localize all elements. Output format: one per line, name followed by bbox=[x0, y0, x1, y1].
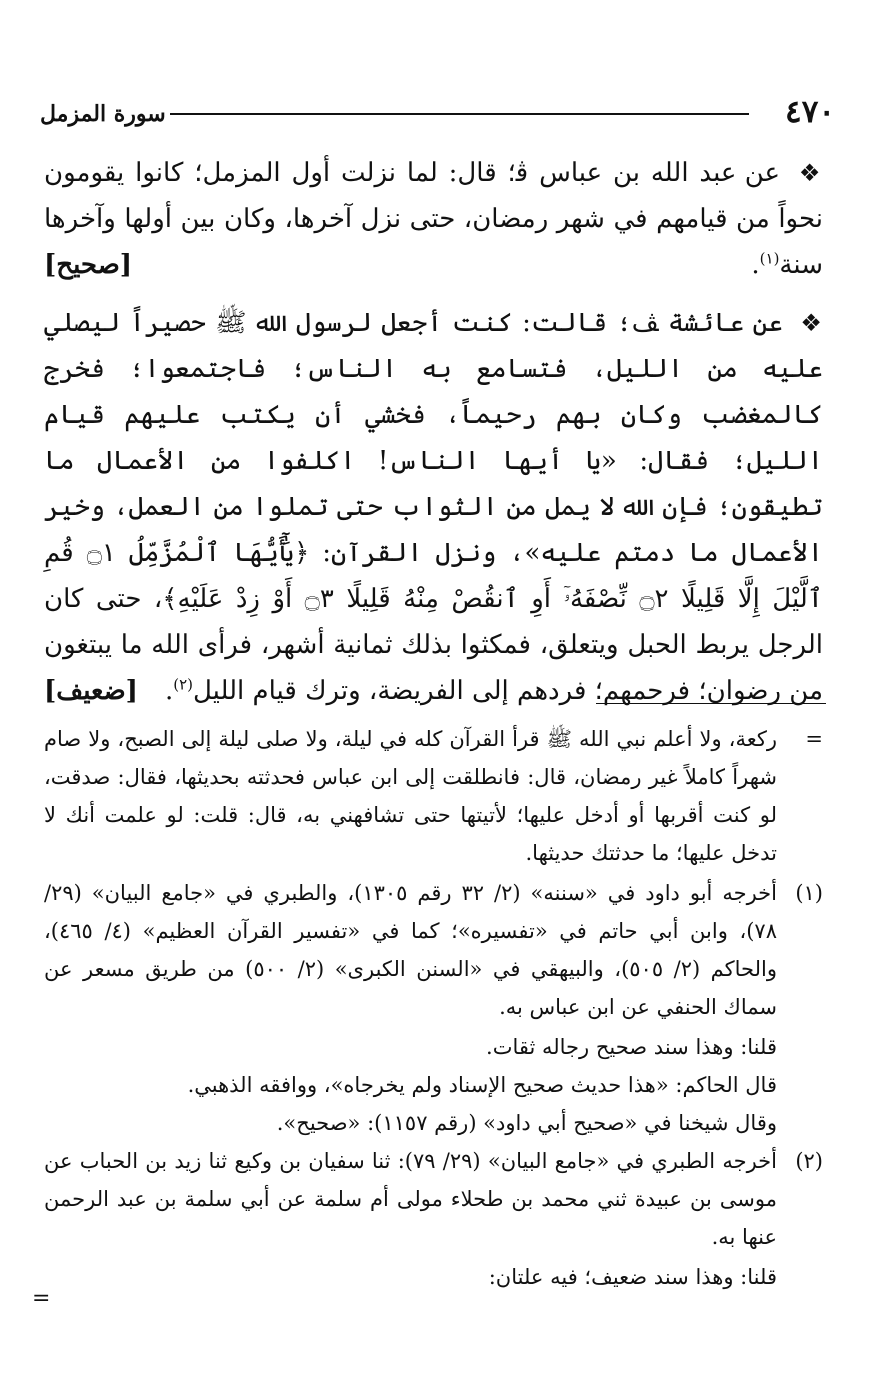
chapter-title: سورة المزمل bbox=[40, 101, 166, 127]
footnote-text: أخرجه الطبري في «جامع البيان» (٢٩/ ٧٩): ثنا سفيان بن وكيع ثنا زيد بن الحباب عن موسى بن عبيدة ثني محمد بن طحلاء مولى أم سلمة عن أبي سلمة بن عبد الرحمن عنها به. bbox=[44, 1149, 777, 1249]
footnote-text: ركعة، ولا أعلم نبي الله ﷺ قرأ القرآن كله في ليلة، ولا صلى ليلة إلى الصبح، ولا صام شهراً كاملاً غير رمضان، قال: فانطلقت إلى ابن عباس فحدثته بحديثها، فقال: صدقت، لو كنت أقربها أو أدخل عليها؛ لأتيتها حتى تشافهني به، قال: قلت: لو علمت أنك لا تدخل عليها؛ ما حدثتك حديثها. bbox=[44, 727, 777, 865]
grade-label: [صحيح] bbox=[44, 250, 133, 280]
footnote-line: وقال شيخنا في «صحيح أبي داود» (رقم ١١٥٧): «صحيح». bbox=[276, 1111, 777, 1135]
hadith-paragraph bbox=[44, 150, 823, 288]
hadith-text: عن عبد الله بن عباس ﭬ؛ قال: لما نزلت أول المزمل؛ كانوا يقومون نحواً من قيامهم في شهر رمضان، حتى نزل آخرها، وكان بين أولها وآخرها سنة bbox=[44, 158, 823, 280]
footnote-divider bbox=[596, 703, 826, 704]
main-text bbox=[44, 150, 823, 726]
footnote-2 bbox=[44, 1142, 823, 1256]
continued-mark: = bbox=[32, 1286, 51, 1311]
page-number: ٤٧٠ bbox=[785, 94, 835, 130]
footnotes bbox=[44, 720, 823, 1296]
bullet-icon: ❖ bbox=[798, 159, 824, 187]
continuation-mark: = bbox=[805, 727, 823, 751]
footnote-continuation bbox=[44, 720, 823, 872]
footnote-ref[interactable]: (١) bbox=[759, 249, 780, 268]
hadith-paragraph bbox=[44, 300, 823, 714]
footnote-line: قال الحاكم: «هذا حديث صحيح الإسناد ولم يخرجاه»، ووافقه الذهبي. bbox=[187, 1073, 777, 1097]
footnote-ref[interactable]: (٢) bbox=[173, 675, 193, 694]
footnote-1 bbox=[44, 874, 823, 1026]
footnote-text: أخرجه أبو داود في «سننه» (٢/ ٣٢ رقم ١٣٠٥)، والطبري في «جامع البيان» (٢٩/ ٧٨)، وابن أبي حاتم في «تفسيره»؛ كما في «تفسير القرآن العظيم» (٤/ ٤٦٥)، والحاكم (٢/ ٥٠٥)، والبيهقي في «السنن الكبرى» (٢/ ٥٠٠) من طريق مسعر عن سماك الحنفي عن ابن عباس به. bbox=[44, 881, 777, 1019]
footnote-number: (١) bbox=[795, 881, 823, 905]
footnote-line: قلنا: وهذا سند ضعيف؛ فيه علتان: bbox=[488, 1265, 777, 1289]
footnote-line: قلنا: وهذا سند صحيح رجاله ثقات. bbox=[486, 1035, 777, 1059]
hadith-tail: . bbox=[751, 250, 760, 280]
grade-label: [ضعيف] bbox=[44, 676, 138, 706]
hadith-tail: . bbox=[164, 676, 174, 706]
page-header bbox=[40, 92, 835, 142]
header-rule bbox=[170, 113, 749, 115]
footnote-number: (٢) bbox=[795, 1149, 823, 1173]
hadith-text: عن عائشة ﭫ؛ قالت: كنت أجعل لرسول الله ﷺ حصيراً ليصلي عليه من الليل، فتسامع به الناس؛ فاجتمعوا؛ فخرج كالمغضب وكان بهم رحيماً، فخشي أن يكتب عليهم قيام الليل؛ فقال: «يا أيها الناس! اكلفوا من الأعمال ما تطيقون؛ فإن الله لا يمل من الثواب حتى تملوا من العمل، وخير الأعمال ما دمتم عليه»، ونزل القرآن: ﴿يَٰٓأَيُّهَا ٱلْمُزَّمِّلُ ۝١ قُمِ ٱلَّيْلَ إِلَّا قَلِيلًا ۝٢ نِّصْفَهُۥٓ أَوِ ٱنقُصْ مِنْهُ قَلِيلًا ۝٣ أَوْ زِدْ عَلَيْهِ﴾، حتى كان الرجل يربط الحبل ويتعلق، فمكثوا بذلك ثمانية أشهر، فرأى الله ما يبتغون من رضوان؛ فرحمهم؛ فردهم إلى الفريضة، وترك قيام الليل bbox=[44, 308, 823, 706]
bullet-icon: ❖ bbox=[800, 309, 824, 337]
